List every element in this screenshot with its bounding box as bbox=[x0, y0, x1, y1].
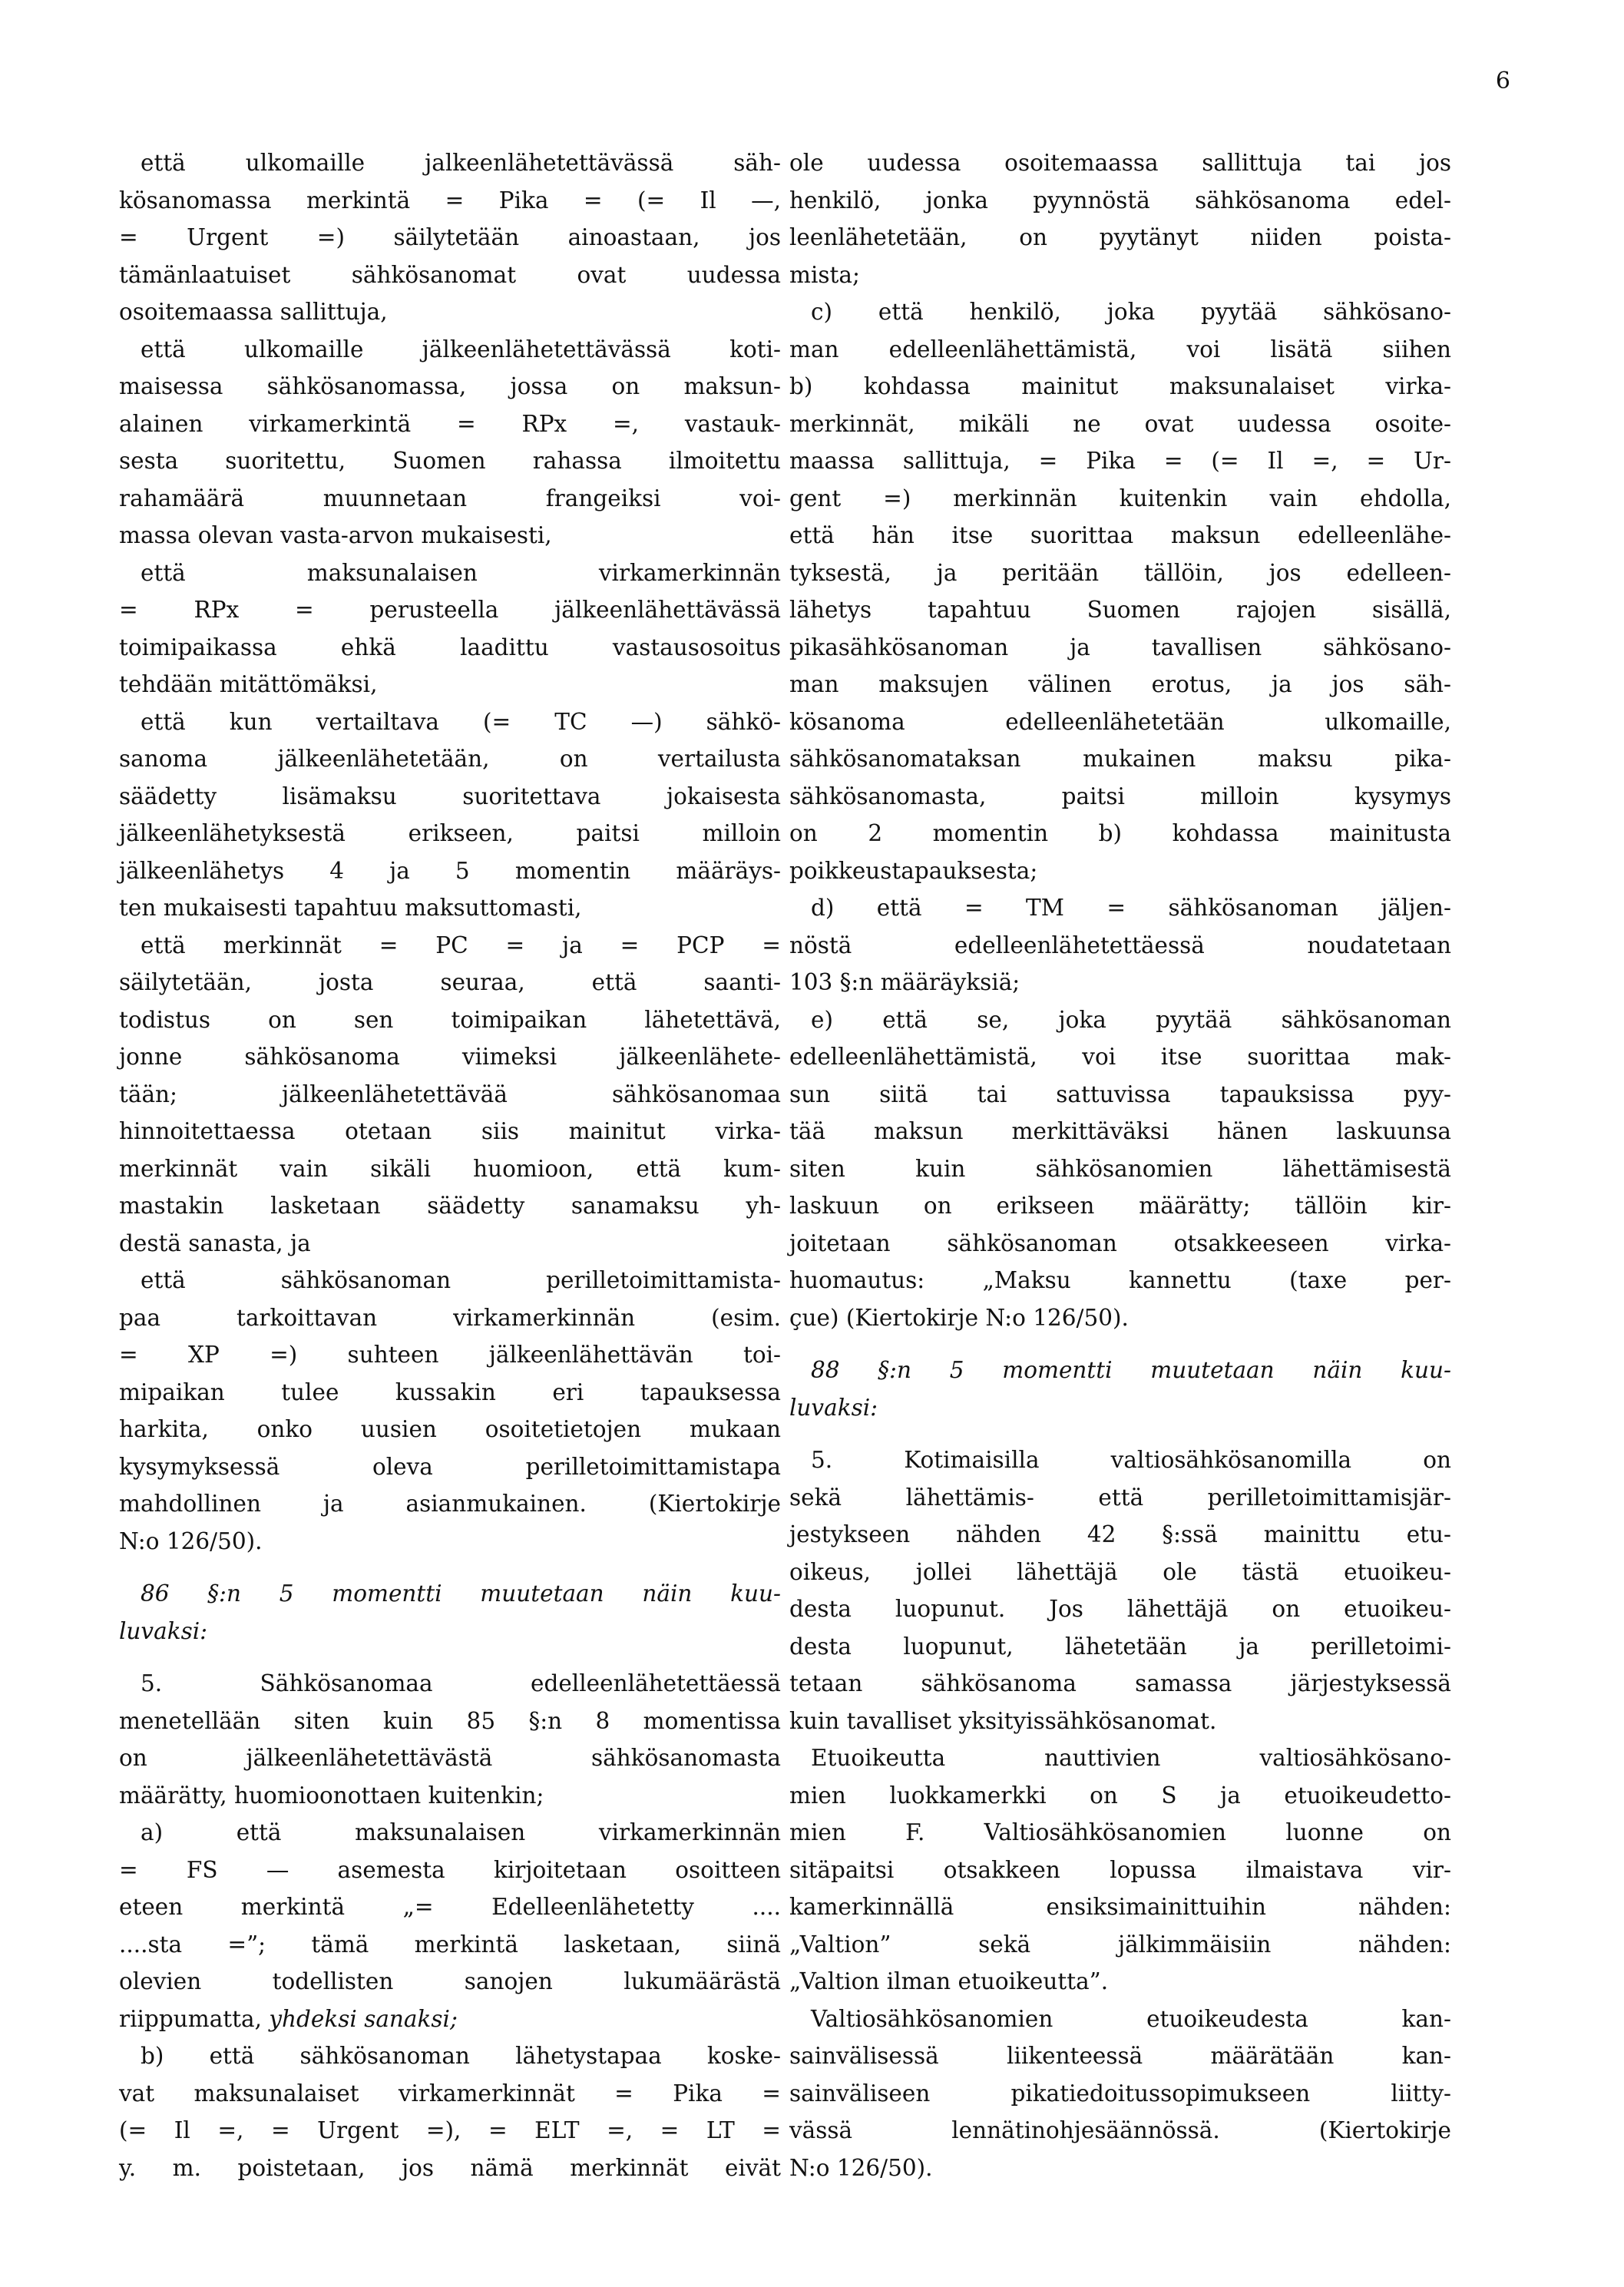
text-line bbox=[789, 2001, 1451, 2038]
text-line-content: = FS — asemesta kirjoitetaan osoitteen bbox=[119, 1856, 781, 1883]
text-line-content: Etuoikeutta nauttivien valtiosähkösano- bbox=[811, 1745, 1451, 1771]
text-line-content: laskuun on erikseen määrätty; tällöin kir- bbox=[789, 1193, 1451, 1219]
text-line bbox=[119, 182, 781, 220]
text-line-content: eteen merkintä „= Edelleenlähetetty .... bbox=[119, 1894, 781, 1920]
italic-emphasis: yhdeksi sanaksi; bbox=[269, 2005, 458, 2032]
text-line bbox=[789, 2150, 1451, 2187]
text-line-content: tää maksun merkittäväksi hänen laskuunsa bbox=[789, 1118, 1451, 1144]
text-line-content: säädetty lisämaksu suoritettava jokaisesta bbox=[119, 783, 781, 809]
text-line-content: „Valtion” sekä jälkimmäisiin nähden: bbox=[789, 1931, 1451, 1958]
text-line bbox=[789, 257, 1451, 294]
text-line bbox=[789, 1225, 1451, 1263]
text-line bbox=[789, 293, 1451, 331]
text-line bbox=[119, 1665, 781, 1703]
text-line bbox=[789, 554, 1451, 592]
text-line-content: että maksunalaisen virkamerkinnän bbox=[141, 559, 781, 586]
text-line bbox=[789, 368, 1451, 405]
text-line-content: ten mukaisesti tapahtuu maksuttomasti, bbox=[119, 895, 582, 921]
text-line bbox=[119, 405, 781, 443]
text-line bbox=[119, 2001, 781, 2038]
text-line bbox=[789, 219, 1451, 257]
text-line-content: mista; bbox=[789, 261, 860, 288]
text-line bbox=[119, 1336, 781, 1374]
text-line-content: çue) (Kiertokirje N:o 126/50). bbox=[789, 1304, 1129, 1331]
text-line bbox=[119, 1852, 781, 1889]
right-text-column bbox=[789, 144, 1451, 2186]
text-line-content: tyksestä, ja peritään tällöin, jos edelleen- bbox=[789, 559, 1451, 586]
text-line-content: 5. Kotimaisilla valtiosähkösanomilla on bbox=[811, 1447, 1451, 1473]
text-line bbox=[789, 182, 1451, 220]
text-line bbox=[119, 1374, 781, 1412]
text-line-content: jälkeenlähetys 4 ja 5 momentin määräys- bbox=[119, 857, 781, 884]
text-line bbox=[119, 1703, 781, 1740]
text-line bbox=[119, 517, 781, 554]
text-line-content: hinnoitettaessa otetaan siis mainitut virka- bbox=[119, 1118, 781, 1144]
text-line bbox=[119, 1888, 781, 1926]
text-line bbox=[119, 1963, 781, 2001]
text-line bbox=[789, 1299, 1451, 1337]
text-line bbox=[119, 964, 781, 1001]
text-line bbox=[119, 1448, 781, 1486]
text-line bbox=[789, 480, 1451, 518]
text-line bbox=[789, 927, 1451, 965]
text-line-content: sitäpaitsi otsakkeen lopussa ilmaistava vir- bbox=[789, 1856, 1451, 1883]
text-line bbox=[119, 666, 781, 703]
text-line-content: (= Il =, = Urgent =), = ELT =, = LT = bbox=[119, 2117, 781, 2143]
text-line-content: desta luopunut, lähetetään ja perilletoimi- bbox=[789, 1633, 1451, 1660]
text-line bbox=[119, 554, 781, 592]
text-line-content: rahamäärä muunnetaan frangeiksi voi- bbox=[119, 485, 781, 511]
text-line-content: massa olevan vasta-arvon mukaisesti, bbox=[119, 522, 552, 548]
text-line bbox=[789, 1150, 1451, 1188]
text-line bbox=[119, 144, 781, 182]
text-line bbox=[789, 778, 1451, 816]
text-line-content: sähkösanomataksan mukainen maksu pika- bbox=[789, 746, 1451, 772]
text-line bbox=[789, 1262, 1451, 1299]
text-line-content: riippumatta, bbox=[119, 2005, 270, 2032]
text-line-content: mastakin lasketaan säädetty sanamaksu yh- bbox=[119, 1193, 781, 1219]
text-line-content: man maksujen välinen erotus, ja jos säh- bbox=[789, 671, 1451, 697]
text-line bbox=[789, 1852, 1451, 1889]
text-line-content: sainväliseen pikatiedoitussopimukseen liitty- bbox=[789, 2080, 1451, 2107]
text-line bbox=[119, 703, 781, 741]
text-line-content: 88 §:n 5 momentti muutetaan näin kuu- bbox=[811, 1357, 1451, 1383]
text-line-content: sesta suoritettu, Suomen rahassa ilmoitettu bbox=[119, 448, 781, 474]
text-line bbox=[789, 591, 1451, 629]
text-line bbox=[789, 442, 1451, 480]
text-line-content: maisessa sähkösanomassa, jossa on maksun- bbox=[119, 373, 781, 399]
text-line bbox=[119, 1523, 781, 1561]
text-line bbox=[789, 1814, 1451, 1852]
text-line bbox=[119, 1814, 781, 1852]
text-line-content: vässä lennätinohjesäännössä. (Kiertokirje bbox=[789, 2117, 1451, 2143]
text-line bbox=[119, 2037, 781, 2075]
text-line-content: b) että sähkösanoman lähetystapaa koske- bbox=[141, 2043, 781, 2069]
text-line bbox=[119, 1926, 781, 1964]
page-number: 6 bbox=[1495, 68, 1510, 94]
text-line-content: desta luopunut. Jos lähettäjä on etuoikeu- bbox=[789, 1596, 1451, 1622]
text-line-content: kysymyksessä oleva perilletoimittamistapa bbox=[119, 1453, 781, 1480]
text-line-content: ....sta =”; tämä merkintä lasketaan, siinä bbox=[119, 1931, 781, 1958]
text-line-content: sun siitä tai sattuvissa tapauksissa pyy- bbox=[789, 1081, 1451, 1107]
text-line bbox=[789, 1703, 1451, 1740]
text-line bbox=[119, 591, 781, 629]
text-line-content: merkinnät vain sikäli huomioon, että kum- bbox=[119, 1155, 781, 1182]
text-line bbox=[119, 778, 781, 816]
text-line bbox=[789, 2037, 1451, 2075]
text-line bbox=[119, 1411, 781, 1448]
text-line-content: c) että henkilö, joka pyytää sähkösano- bbox=[811, 299, 1451, 325]
text-line-content: olevien todellisten sanojen lukumäärästä bbox=[119, 1968, 781, 1994]
text-line bbox=[119, 852, 781, 890]
text-line-content: että ulkomaille jälkeenlähetettävässä koti- bbox=[141, 336, 781, 362]
text-line bbox=[119, 815, 781, 852]
text-line bbox=[119, 2075, 781, 2113]
text-line bbox=[119, 1076, 781, 1114]
text-line-content: ole uudessa osoitemaassa sallittuja tai jos bbox=[789, 150, 1451, 176]
text-line-content: gent =) merkinnän kuitenkin vain ehdolla, bbox=[789, 485, 1451, 511]
text-line bbox=[119, 2150, 781, 2187]
text-line-content: „Valtion ilman etuoikeutta”. bbox=[789, 1968, 1109, 1994]
text-line-content: nöstä edelleenlähetettäessä noudatetaan bbox=[789, 932, 1451, 958]
text-line-content: kamerkinnällä ensiksimainittuihin nähden: bbox=[789, 1894, 1451, 1920]
text-line-content: leenlähetetään, on pyytänyt niiden poista- bbox=[789, 224, 1451, 250]
text-line-content: henkilö, jonka pyynnöstä sähkösanoma edel- bbox=[789, 187, 1451, 213]
text-line-content: 103 §:n määräyksiä; bbox=[789, 969, 1020, 995]
text-line-content: maassa sallittuja, = Pika = (= Il =, = Ur- bbox=[789, 448, 1451, 474]
text-line bbox=[789, 1963, 1451, 2001]
text-line bbox=[789, 2075, 1451, 2113]
text-line-content: kösanomassa merkintä = Pika = (= Il —, bbox=[119, 187, 781, 213]
text-line-content: b) kohdassa mainitut maksunalaiset virka- bbox=[789, 373, 1451, 399]
text-line bbox=[119, 1113, 781, 1150]
text-line-content: sainvälisessä liikenteessä määrätään kan- bbox=[789, 2043, 1451, 2069]
text-line-content: e) että se, joka pyytää sähkösanoman bbox=[811, 1006, 1451, 1033]
text-line-content: joitetaan sähkösanoman otsakkeeseen virka- bbox=[789, 1230, 1451, 1256]
text-line bbox=[789, 889, 1451, 927]
text-line-content: sähkösanomasta, paitsi milloin kysymys bbox=[789, 783, 1451, 809]
text-line-content: mien luokkamerkki on S ja etuoikeudetto- bbox=[789, 1782, 1451, 1809]
text-line-content: menetellään siten kuin 85 §:n 8 momentissa bbox=[119, 1707, 781, 1734]
text-line-content: sanoma jälkeenlähetetään, on vertailusta bbox=[119, 746, 781, 772]
text-line bbox=[119, 1613, 781, 1650]
text-line-content: luvaksi: bbox=[789, 1394, 878, 1421]
text-line bbox=[789, 1076, 1451, 1114]
text-line bbox=[789, 405, 1451, 443]
text-line-content: säilytetään, josta seuraa, että saanti- bbox=[119, 969, 781, 995]
text-line bbox=[119, 257, 781, 294]
text-line bbox=[789, 1665, 1451, 1703]
text-line bbox=[789, 2112, 1451, 2150]
text-line bbox=[119, 480, 781, 518]
text-line bbox=[789, 815, 1451, 852]
text-line-content: jestykseen nähden 42 §:ssä mainittu etu- bbox=[789, 1521, 1451, 1547]
text-line bbox=[119, 442, 781, 480]
text-line-content: huomautus: „Maksu kannettu (taxe per- bbox=[789, 1267, 1451, 1293]
text-line bbox=[789, 1479, 1451, 1517]
text-line-content: mipaikan tulee kussakin eri tapauksessa bbox=[119, 1378, 781, 1405]
text-line bbox=[119, 1739, 781, 1777]
text-line bbox=[789, 1516, 1451, 1554]
text-line bbox=[789, 1590, 1451, 1628]
text-line-content: d) että = TM = sähkösanoman jäljen- bbox=[811, 895, 1451, 921]
text-line-content: luvaksi: bbox=[119, 1617, 208, 1644]
text-line-content: kösanoma edelleenlähetetään ulkomaille, bbox=[789, 708, 1451, 735]
text-line bbox=[119, 219, 781, 257]
text-line bbox=[789, 1628, 1451, 1666]
text-line-content: että ulkomaille jalkeenlähetettävässä säh- bbox=[141, 150, 781, 176]
text-line bbox=[789, 1441, 1451, 1479]
text-line bbox=[119, 889, 781, 927]
text-line-content: että hän itse suorittaa maksun edelleenlähe- bbox=[789, 522, 1451, 548]
text-line-content: oikeus, jollei lähettäjä ole tästä etuoikeu- bbox=[789, 1558, 1451, 1585]
text-line-content: että merkinnät = PC = ja = PCP = bbox=[141, 932, 781, 958]
text-line bbox=[789, 964, 1451, 1001]
text-line bbox=[119, 1001, 781, 1039]
text-line-content: on 2 momentin b) kohdassa mainitusta bbox=[789, 820, 1451, 846]
text-line-content: siten kuin sähkösanomien lähettämisestä bbox=[789, 1155, 1451, 1182]
text-line-content: jonne sähkösanoma viimeksi jälkeenlähete- bbox=[119, 1044, 781, 1070]
text-line bbox=[789, 1926, 1451, 1964]
text-line-content: = XP =) suhteen jälkeenlähettävän toi- bbox=[119, 1342, 781, 1368]
text-line bbox=[789, 740, 1451, 778]
text-line bbox=[119, 331, 781, 369]
text-line-content: tään; jälkeenlähetettävää sähkösanomaa bbox=[119, 1081, 781, 1107]
text-line bbox=[119, 1262, 781, 1299]
text-line bbox=[789, 1113, 1451, 1150]
text-line-content: Valtiosähkösanomien etuoikeudesta kan- bbox=[811, 2005, 1451, 2032]
text-line-content: jälkeenlähetyksestä erikseen, paitsi milloin bbox=[119, 820, 781, 846]
text-line-content: tämänlaatuiset sähkösanomat ovat uudessa bbox=[119, 261, 781, 288]
text-line-content: osoitemaassa sallittuja, bbox=[119, 299, 388, 325]
text-line-content: N:o 126/50). bbox=[119, 1527, 263, 1554]
text-line bbox=[119, 1150, 781, 1188]
text-line bbox=[119, 1485, 781, 1523]
text-line bbox=[119, 629, 781, 667]
text-line bbox=[789, 1777, 1451, 1815]
text-line bbox=[789, 852, 1451, 890]
text-line bbox=[789, 144, 1451, 182]
text-line-content: 86 §:n 5 momentti muutetaan näin kuu- bbox=[141, 1580, 781, 1607]
text-line-content: alainen virkamerkintä = RPx =, vastauk- bbox=[119, 410, 781, 437]
text-line-content: pikasähkösanoman ja tavallisen sähkösano- bbox=[789, 634, 1451, 660]
text-line-content: paa tarkoittavan virkamerkinnän (esim. bbox=[119, 1304, 781, 1331]
text-line-content: poikkeustapauksesta; bbox=[789, 857, 1038, 884]
text-line-content: tetaan sähkösanoma samassa järjestyksessä bbox=[789, 1670, 1451, 1696]
text-line-content: kuin tavalliset yksityissähkösanomat. bbox=[789, 1707, 1217, 1734]
text-line bbox=[789, 1739, 1451, 1777]
text-line bbox=[119, 1187, 781, 1225]
text-line bbox=[119, 1038, 781, 1076]
text-line bbox=[789, 517, 1451, 554]
text-line-content: a) että maksunalaisen virkamerkinnän bbox=[141, 1819, 781, 1845]
text-line bbox=[119, 927, 781, 965]
text-line-content: mahdollinen ja asianmukainen. (Kiertokirje bbox=[119, 1491, 781, 1517]
text-line-content: N:o 126/50). bbox=[789, 2154, 933, 2181]
text-line-content: että kun vertailtava (= TC —) sähkö- bbox=[141, 708, 781, 735]
text-line bbox=[119, 2112, 781, 2150]
text-line bbox=[119, 740, 781, 778]
text-line-content: todistus on sen toimipaikan lähetettävä, bbox=[119, 1006, 781, 1033]
text-line-content: y. m. poistetaan, jos nämä merkinnät eivät bbox=[119, 2154, 781, 2181]
text-line-content: = Urgent =) säilytetään ainoastaan, jos bbox=[119, 224, 781, 250]
text-line bbox=[789, 1187, 1451, 1225]
text-line bbox=[119, 1575, 781, 1613]
text-line-content: harkita, onko uusien osoitetietojen mukaan bbox=[119, 1416, 781, 1442]
text-line bbox=[789, 1888, 1451, 1926]
text-line-content: man edelleenlähettämistä, voi lisätä siihen bbox=[789, 336, 1451, 362]
text-line bbox=[789, 1001, 1451, 1039]
text-line-content: että sähkösanoman perilletoimittamista- bbox=[141, 1267, 781, 1293]
text-line-content: on jälkeenlähetettävästä sähkösanomasta bbox=[119, 1745, 781, 1771]
text-line bbox=[119, 1299, 781, 1337]
text-line-content: vat maksunalaiset virkamerkinnät = Pika = bbox=[119, 2080, 781, 2107]
text-line bbox=[119, 368, 781, 405]
left-text-column bbox=[119, 144, 781, 2186]
text-line-content: 5. Sähkösanomaa edelleenlähetettäessä bbox=[141, 1670, 781, 1696]
text-line-content: määrätty, huomioonottaen kuitenkin; bbox=[119, 1782, 544, 1809]
text-line-content: lähetys tapahtuu Suomen rajojen sisällä, bbox=[789, 597, 1451, 623]
text-line-content: sekä lähettämis- että perilletoimittamisjär- bbox=[789, 1484, 1451, 1511]
text-line-content: tehdään mitättömäksi, bbox=[119, 671, 378, 697]
text-line bbox=[789, 1389, 1451, 1427]
text-line bbox=[789, 1352, 1451, 1389]
text-line-content: edelleenlähettämistä, voi itse suorittaa mak- bbox=[789, 1044, 1451, 1070]
text-line bbox=[789, 703, 1451, 741]
text-line bbox=[119, 293, 781, 331]
text-line bbox=[789, 666, 1451, 703]
text-line bbox=[789, 629, 1451, 667]
text-line-content: destä sanasta, ja bbox=[119, 1230, 311, 1256]
text-line bbox=[119, 1225, 781, 1263]
text-line-content: toimipaikassa ehkä laadittu vastausosoitus bbox=[119, 634, 781, 660]
text-line-content: mien F. Valtiosähkösanomien luonne on bbox=[789, 1819, 1451, 1845]
text-line bbox=[789, 331, 1451, 369]
text-line bbox=[119, 1777, 781, 1815]
text-line bbox=[789, 1038, 1451, 1076]
text-line-content: merkinnät, mikäli ne ovat uudessa osoite- bbox=[789, 410, 1451, 437]
text-line bbox=[789, 1554, 1451, 1591]
text-line-content: = RPx = perusteella jälkeenlähettävässä bbox=[119, 597, 781, 623]
